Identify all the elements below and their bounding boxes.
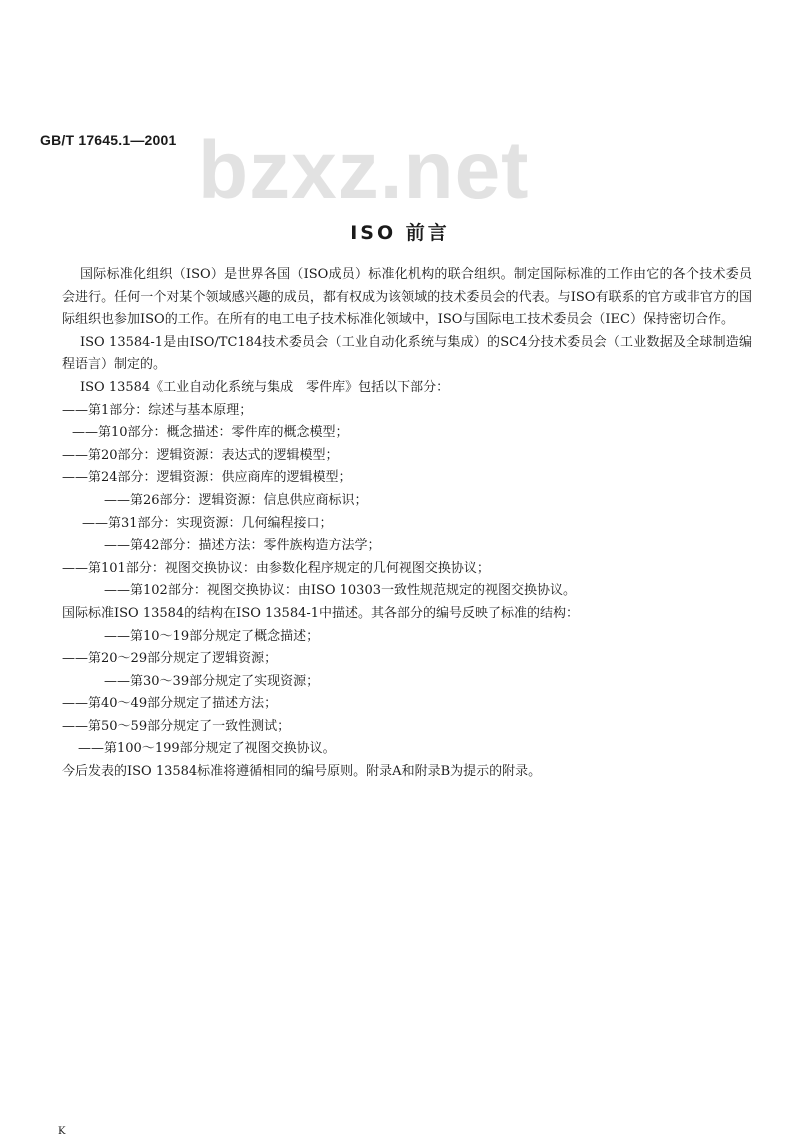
list-item: ——第1部分：综述与基本原理；: [62, 402, 253, 418]
list-item: ——第40～49部分规定了描述方法；: [62, 696, 278, 712]
list-item: ——第42部分：描述方法：零件族构造方法学；: [104, 538, 381, 554]
list-item: ——第102部分：视图交换协议：由ISO 10303一致性规范规定的视图交换协议。: [104, 583, 576, 599]
structure-intro: 国际标准ISO 13584的结构在ISO 13584-1中描述。其各部分的编号反映了标准的结构：: [62, 605, 580, 621]
list-item: ——第24部分：逻辑资源：供应商库的逻辑模型；: [62, 470, 352, 486]
list-item: ——第100～199部分规定了视图交换协议。: [78, 741, 336, 757]
watermark: bzxz.net: [198, 125, 530, 216]
paragraph-parts-intro: ISO 13584《工业自动化系统与集成 零件库》包括以下部分：: [80, 379, 450, 395]
paragraph-iso-intro: 国际标准化组织（ISO）是世界各国（ISO成员）标准化机构的联合组织。制定国际标准的工作由它的各个技术委员会进行。任何一个对某个领域感兴趣的成员，都有权成为该领域的技术委员会的代表。与ISO有联系的官方或非官方的国际组织也参加ISO的工作。在所有的电工电子技术标准化领域中，ISO与国际电工技术委员会（IEC）保持密切合作。: [62, 267, 752, 328]
paragraph-iso-origin: ISO 13584-1是由ISO/TC184技术委员会（工业自动化系统与集成）的SC4分技术委员会（工业数据及全球制造编程语言）制定的。: [62, 334, 752, 373]
list-item: ——第10部分：概念描述：零件库的概念模型；: [72, 425, 349, 441]
list-item: ——第30～39部分规定了实现资源；: [104, 673, 320, 689]
list-item: ——第101部分：视图交换协议：由参数化程序规定的几何视图交换协议；: [62, 560, 490, 576]
list-item: ——第20～29部分规定了逻辑资源；: [62, 651, 278, 667]
list-item: ——第50～59部分规定了一致性测试；: [62, 718, 291, 734]
page-title: ISO 前言: [350, 222, 450, 244]
list-item: ——第31部分：实现资源：几何编程接口；: [82, 515, 333, 531]
closing-paragraph: 今后发表的ISO 13584标准将遵循相同的编号原则。附录A和附录B为提示的附录。: [62, 764, 542, 780]
list-item: ——第26部分：逻辑资源：信息供应商标识；: [104, 492, 368, 508]
document-body: [62, 264, 752, 784]
list-item: ——第10～19部分规定了概念描述；: [104, 628, 320, 644]
page-number: K: [58, 1126, 66, 1137]
list-item: ——第20部分：逻辑资源：表达式的逻辑模型；: [62, 447, 339, 463]
standard-code: GB/T 17645.1—2001: [40, 132, 177, 148]
